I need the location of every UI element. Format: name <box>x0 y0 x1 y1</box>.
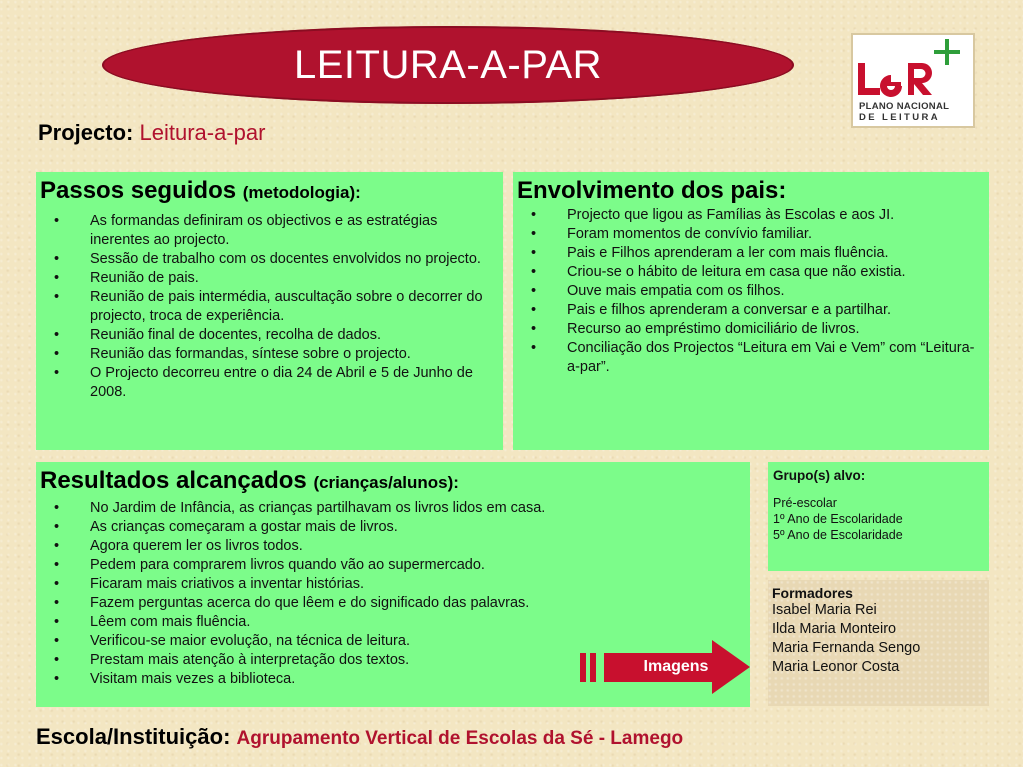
institution-label-text: Escola/Instituição <box>36 724 224 749</box>
steps-subheading: (metodologia): <box>242 183 361 202</box>
list-item: • Ouve mais empatia com os filhos. <box>517 282 985 301</box>
steps-list <box>40 212 499 402</box>
list-item: Maria Leonor Costa <box>772 659 900 675</box>
list-item: • Sessão de trabalho com os docentes envolvidos no projecto. <box>40 250 499 269</box>
steps-section <box>36 172 503 450</box>
project-heading <box>38 120 265 146</box>
institution-name: Agrupamento Vertical de Escolas da Sé - Lamego <box>236 728 684 749</box>
trainers-section <box>768 580 989 706</box>
images-button-label: Imagens <box>643 658 709 675</box>
results-heading: Resultados alcançados <box>40 467 307 494</box>
images-button[interactable] <box>578 638 752 696</box>
steps-title <box>40 178 499 206</box>
list-item: • Pais e Filhos aprenderam a ler com mais fluência. <box>517 244 985 263</box>
list-item: • Projecto que ligou as Famílias às Escolas e aos JI. <box>517 206 985 225</box>
trainers-list <box>772 601 984 677</box>
page-title: LEITURA-A-PAR <box>293 42 603 87</box>
ler-plus-logo <box>851 33 975 128</box>
target-groups-list <box>773 495 984 543</box>
list-item: • Ficaram mais criativos a inventar histórias. <box>40 575 746 594</box>
target-groups-section <box>768 462 989 571</box>
list-item: • Recurso ao empréstimo domiciliário de livros. <box>517 320 985 339</box>
trainers-title: Formadores <box>772 585 853 601</box>
results-subheading: (crianças/alunos): <box>313 473 459 492</box>
list-item: • Reunião de pais. <box>40 269 499 288</box>
list-item: • No Jardim de Infância, as crianças partilhavam os livros lidos em casa. <box>40 499 746 518</box>
list-item: • Prestam mais atenção à interpretação dos textos. <box>40 651 746 670</box>
list-item: 1º Ano de Escolaridade <box>773 512 903 526</box>
list-item: • Visitam mais vezes a biblioteca. <box>40 670 746 689</box>
list-item: Ilda Maria Monteiro <box>772 621 897 637</box>
list-item: • Lêem com mais fluência. <box>40 613 746 632</box>
parents-involvement-title: Envolvimento dos pais: <box>517 177 787 204</box>
list-item: • Pedem para comprarem livros quando vão ao supermercado. <box>40 556 746 575</box>
list-item: • Conciliação dos Projectos “Leitura em Vai e Vem” com “Leitura-a-par”. <box>517 339 985 377</box>
list-item: • As formandas definiram os objectivos e as estratégias inerentes ao projecto. <box>40 212 499 250</box>
list-item: • Foram momentos de convívio familiar. <box>517 225 985 244</box>
institution-line <box>36 724 683 750</box>
parents-involvement-section <box>513 172 989 450</box>
list-item: 5º Ano de Escolaridade <box>773 528 903 542</box>
list-item: Pré-escolar <box>773 496 837 510</box>
list-item: • Fazem perguntas acerca do que lêem e do significado das palavras. <box>40 594 746 613</box>
list-item: • Pais e filhos aprenderam a conversar e a partilhar. <box>517 301 985 320</box>
list-item: • O Projecto decorreu entre o dia 24 de Abril e 5 de Junho de 2008. <box>40 364 499 402</box>
logo-text-line1: PLANO NACIONAL <box>859 101 950 112</box>
institution-label <box>36 724 230 749</box>
list-item: • Agora querem ler os livros todos. <box>40 537 746 556</box>
list-item: Isabel Maria Rei <box>772 602 877 618</box>
list-item: • Verificou-se maior evolução, na técnica de leitura. <box>40 632 746 651</box>
project-name: Leitura-a-par <box>139 120 266 145</box>
institution-separator: : <box>223 724 231 749</box>
title-banner <box>102 26 794 104</box>
list-item: • Criou-se o hábito de leitura em casa que não existia. <box>517 263 985 282</box>
list-item: • As crianças começaram a gostar mais de livros. <box>40 518 746 537</box>
list-item: • Reunião das formandas, síntese sobre o projecto. <box>40 345 499 364</box>
logo-text-line2: DE LEITURA <box>859 112 940 123</box>
steps-heading: Passos seguidos <box>40 177 237 204</box>
list-item: • Reunião final de docentes, recolha de dados. <box>40 326 499 345</box>
list-item: • Reunião de pais intermédia, auscultação sobre o decorrer do projecto, troca de experiência. <box>40 288 499 326</box>
parents-involvement-list <box>517 206 985 377</box>
target-groups-title: Grupo(s) alvo: <box>773 468 866 483</box>
list-item: Maria Fernanda Sengo <box>772 640 921 656</box>
results-title <box>40 468 746 496</box>
project-label: Projecto: <box>38 120 134 145</box>
